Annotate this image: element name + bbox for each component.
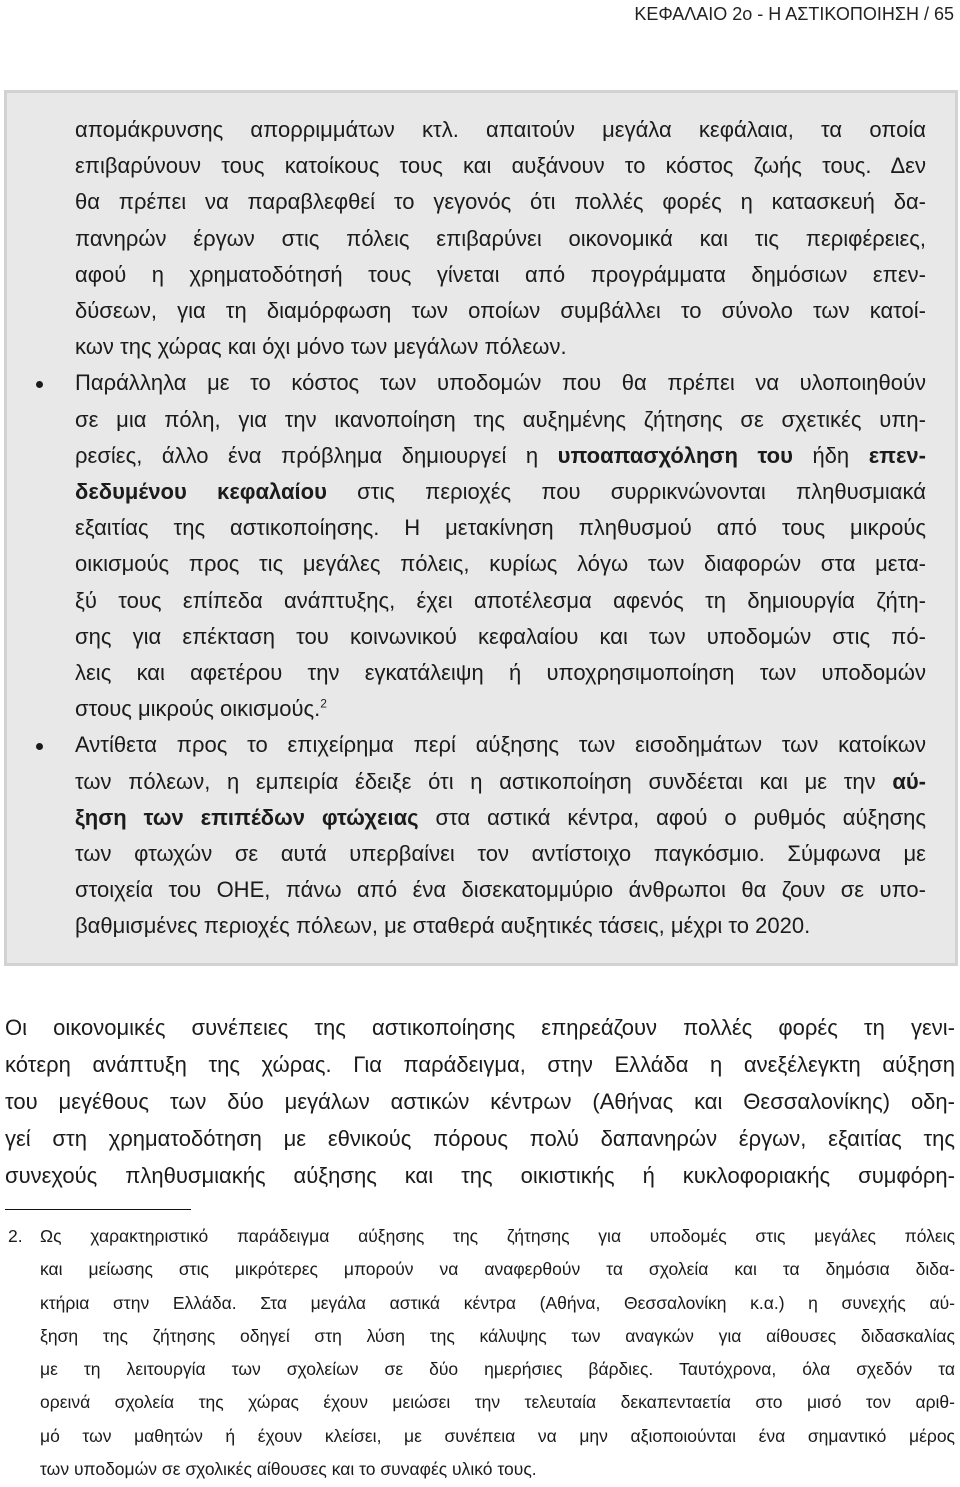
text-line bbox=[75, 365, 926, 401]
text-segment: βαθμισμένες περιοχές πόλεων, με σταθερά αυξητικές τάσεις, μέχρι το 2020. bbox=[75, 913, 811, 939]
bullet-item bbox=[75, 727, 926, 944]
text-segment: ξηση της ζήτησης οδηγεί στη λύση της κάλυψης των αναγκών για αίθουσες διδασκαλίας bbox=[40, 1325, 955, 1346]
running-header: ΚΕΦΑΛΑΙΟ 2ο - Η ΑΣΤΙΚΟΠΟΙΗΣΗ / 65 bbox=[634, 4, 954, 24]
bold-term: ξηση των επιπέδων φτώχειας bbox=[75, 804, 419, 830]
text-line bbox=[40, 1386, 955, 1419]
bold-term: επεν- bbox=[868, 442, 926, 468]
text-segment: επιβαρύνουν τους κατοίκους τους και αυξάνουν το κόστος ζωής τους. Δεν bbox=[75, 153, 926, 179]
text-segment: γεί στη χρηματοδότηση με εθνικούς πόρους πολύ δαπανηρών έργων, εξαιτίας της bbox=[5, 1126, 955, 1151]
bullet-item bbox=[75, 365, 926, 727]
text-line bbox=[40, 1287, 955, 1320]
text-segment: του μεγέθους των δύο μεγάλων αστικών κέντρων (Αθήνας και Θεσσαλονίκης) οδη- bbox=[5, 1089, 955, 1114]
text-segment: σης για επέκταση του κοινωνικού κεφαλαίου και των υποδομών στις πό- bbox=[75, 623, 926, 649]
text-segment: σε μια πόλη, για την ικανοποίηση της αυξημένης ζήτησης σε σχετικές υπη- bbox=[75, 406, 926, 432]
text-segment: στοιχεία του ΟΗΕ, πάνω από ένα δισεκατομμύριο άνθρωποι θα ζουν σε υπο- bbox=[75, 877, 926, 903]
text-segment: κότερη ανάπτυξη της χώρας. Για παράδειγμα, στην Ελλάδα η ανεξέλεγκτη αύξηση bbox=[5, 1052, 955, 1077]
text-line bbox=[40, 1353, 955, 1386]
bold-term: δεδυμένου κεφαλαίου bbox=[75, 479, 327, 505]
footnote-rule bbox=[5, 1209, 191, 1210]
text-segment: πανηρών έργων στις πόλεις επιβαρύνει οικονομικά και τις περιφέρειες, bbox=[75, 225, 926, 251]
footnote-number: 2. bbox=[8, 1226, 23, 1246]
text-segment: ήδη bbox=[792, 442, 869, 468]
text-line bbox=[75, 474, 926, 510]
text-segment: ορεινά σχολεία της χώρας έχουν μειώσει την τελευταία δεκαπενταετία στο μισό τον αριθ- bbox=[40, 1392, 955, 1413]
body-paragraph bbox=[5, 1009, 955, 1194]
text-segment: Οι οικονομικές συνέπειες της αστικοποίησης επηρεάζουν πολλές φορές τη γενι- bbox=[5, 1015, 955, 1040]
text-line bbox=[75, 727, 926, 763]
footnote-ref: 2 bbox=[320, 696, 327, 711]
text-segment: των υποδομών σε σχολικές αίθουσες και το συναφές υλικό τους. bbox=[40, 1459, 537, 1480]
text-line bbox=[75, 438, 926, 474]
bullet-icon bbox=[36, 743, 43, 750]
text-segment: Ως χαρακτηριστικό παράδειγμα αύξησης της ζήτησης για υποδομές στις μεγάλες πόλεις bbox=[40, 1226, 955, 1246]
text-segment: εξαιτίας της αστικοποίησης. Η μετακίνηση πληθυσμού από τους μικρούς bbox=[75, 515, 926, 541]
bold-term: αύ- bbox=[892, 768, 926, 794]
text-line bbox=[75, 691, 926, 727]
text-line bbox=[75, 510, 926, 546]
text-line bbox=[5, 1083, 955, 1120]
text-line bbox=[5, 1157, 955, 1194]
text-line bbox=[5, 1120, 955, 1157]
text-segment: απομάκρυνσης απορριμμάτων κτλ. απαιτούν μεγάλα κεφάλαια, τα οποία bbox=[75, 117, 926, 142]
text-line bbox=[5, 1046, 955, 1083]
text-line bbox=[75, 872, 926, 908]
text-line bbox=[40, 1320, 955, 1353]
text-line bbox=[40, 1453, 955, 1486]
text-line bbox=[40, 1220, 955, 1253]
text-line bbox=[75, 329, 926, 365]
text-segment: μό των μαθητών ή έχουν κλείσει, με συνέπεια να μην αξιοποιούνται ένα σημαντικό μέρος bbox=[40, 1425, 955, 1446]
text-segment: αφού η χρηματοδότησή τους γίνεται από προγράμματα δημόσιων επεν- bbox=[75, 261, 926, 287]
text-segment: δύσεων, για τη διαμόρφωση των οποίων συμβάλλει το σύνολο των κατοί- bbox=[75, 298, 926, 324]
bold-term: υποαπασχόληση του bbox=[557, 442, 793, 468]
text-line bbox=[75, 836, 926, 872]
text-line bbox=[75, 112, 926, 148]
text-line bbox=[75, 546, 926, 582]
text-line bbox=[75, 402, 926, 438]
highlight-box bbox=[4, 90, 958, 966]
text-line bbox=[75, 257, 926, 293]
text-segment: Παράλληλα με το κόστος των υποδομών που θα πρέπει να υλοποιηθούν bbox=[75, 370, 926, 396]
text-line bbox=[75, 293, 926, 329]
text-line bbox=[40, 1420, 955, 1453]
text-line bbox=[75, 655, 926, 691]
text-line bbox=[75, 221, 926, 257]
text-segment: των φτωχών σε αυτά υπερβαίνει τον αντίστοιχο παγκόσμιο. Σύμφωνα με bbox=[75, 841, 926, 867]
text-segment: ρεσίες, άλλο ένα πρόβλημα δημιουργεί η bbox=[75, 442, 558, 468]
text-line bbox=[75, 619, 926, 655]
text-segment: οικισμούς προς τις μεγάλες πόλεις, κυρίως λόγω των διαφορών στα μετα- bbox=[75, 551, 926, 577]
text-line bbox=[75, 908, 926, 944]
text-segment: λεις και αφετέρου την εγκατάλειψη ή υποχρησιμοποίηση των υποδομών bbox=[75, 660, 926, 686]
paragraph bbox=[75, 112, 926, 365]
text-segment: συνεχούς πληθυσμιακής αύξησης και της οικιστικής ή κυκλοφοριακής συμφόρη- bbox=[5, 1163, 955, 1188]
text-segment: κων της χώρας και όχι μόνο των μεγάλων πόλεων. bbox=[75, 334, 567, 360]
text-segment: στα αστικά κέντρα, αφού ο ρυθμός αύξησης bbox=[418, 804, 926, 830]
text-segment: Αντίθετα προς το επιχείρημα περί αύξησης των εισοδημάτων των κατοίκων bbox=[75, 732, 926, 758]
text-line bbox=[75, 800, 926, 836]
box-text bbox=[75, 112, 926, 945]
text-segment: ξύ τους επίπεδα ανάπτυξης, έχει αποτέλεσμα αφενός τη δημιουργία ζήτη- bbox=[75, 587, 926, 613]
text-segment: θα πρέπει να παραβλεφθεί το γεγονός ότι πολλές φορές η κατασκευή δα- bbox=[75, 189, 926, 215]
text-segment: με τη λειτουργία των σχολείων σε δύο ημερήσιες βάρδιες. Ταυτόχρονα, όλα σχεδόν τα bbox=[40, 1359, 955, 1380]
text-line bbox=[5, 1009, 955, 1046]
text-line bbox=[75, 583, 926, 619]
text-segment: στους μικρούς οικισμούς. bbox=[75, 696, 321, 722]
text-line bbox=[40, 1253, 955, 1286]
text-segment: στις περιοχές που συρρικνώνονται πληθυσμιακά bbox=[326, 479, 926, 505]
footnote-text bbox=[40, 1220, 955, 1486]
text-segment: κτήρια στην Ελλάδα. Στα μεγάλα αστικά κέντρα (Αθήνα, Θεσσαλονίκη κ.α.) η συνεχής αύ- bbox=[40, 1292, 955, 1313]
text-line bbox=[75, 184, 926, 220]
bullet-icon bbox=[36, 381, 43, 388]
text-segment: των πόλεων, η εμπειρία έδειξε ότι η αστικοποίηση συνδέεται και με την bbox=[75, 768, 893, 794]
text-line bbox=[75, 764, 926, 800]
text-segment: και μείωσης στις μικρότερες μπορούν να αναφερθούν τα σχολεία και τα δημόσια διδα- bbox=[40, 1259, 955, 1280]
text-line bbox=[75, 148, 926, 184]
